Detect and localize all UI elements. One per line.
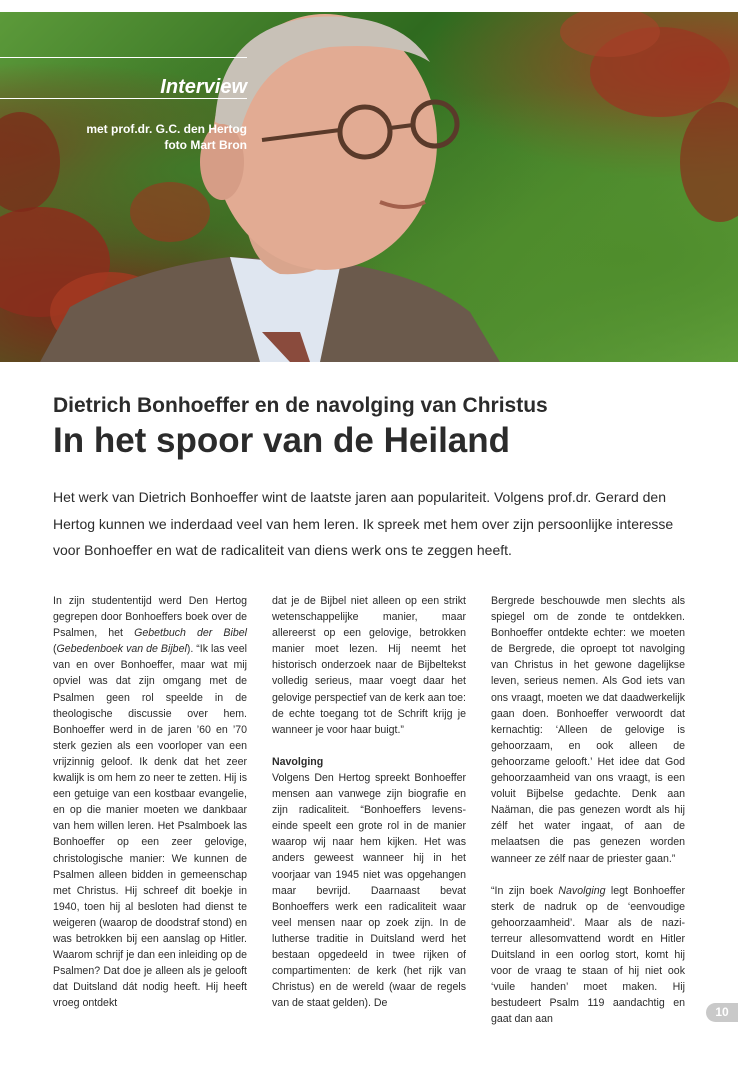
- text-run: legt Bonhoeffer sterk de nadruk op de ‘eenvoudige gehoorzaamheid’. Maar als de nazi-terreur allesomvattend wordt en Hitler Duitsland in een oorlog stort, komt hij voor de vraag te staan of hij niet ook ‘vuile handen’ moet maken. Hij bestudeert Psalm 119 aandachtig en gaat dan aan: [491, 884, 686, 1026]
- portrait-illustration: [0, 12, 738, 362]
- text-run: “In zijn boek: [491, 884, 559, 897]
- book-title-navolging: Navolging: [558, 884, 606, 897]
- body-column-1: [53, 593, 247, 1011]
- body-paragraph: Volgens Den Hertog spreekt Bonhoeffer mensen aan vanwege zijn biografie en zijn radicaliteit. “Bonhoeffers levens-einde speelt een grote rol in de manier waarop wij naar hem kijken. Het was anders geweest wanneer hij in het voorjaar van 1945 niet was opgehangen maar bevrijd. Daarnaast bevat Bonhoeffers werk een radicaliteit waar veel mensen naar op zoek zijn. In de lutherse traditie in Duitsland werd het bestaan opgedeeld in twee rijken of compartimenten: de kerk (het rijk van Christus) en de wereld (waar de regels van de staat gelden). De: [272, 771, 466, 1010]
- body-paragraph: [53, 593, 247, 1011]
- paragraph-gap: [491, 867, 685, 883]
- kicker-rule-bottom: [0, 98, 247, 99]
- body-column-2: [272, 593, 466, 1011]
- text-run: ). “Ik las veel van en over Bonhoeffer, maar wat mij opviel was dat zijn omgang met de Psalmen geen rol speelde in de theologische discussie over hem. Bonhoeffer werd in de jaren ’60 en ’70 sterk gezien als een voorloper van een vrijzinnig geloof. Ik denk dat het zeer kwalijk is om hem zo neer te zetten. Hij is een getuige van een kostbaar evangelie, en op die manier moeten we dankbaar van hem willen leren. Het Psalmboek las Bonhoeffer op een zeer gelovige, christologische manier: We kunnen de Psalmen alleen bidden in gemeenschap met Christus. Hij schreef dit boekje in 1940, toen hij al besloten had dienst te weigeren (waarop de doodstraf stond) en was betrokken bij een aanslag op Hitler. Waarom schrijf je dan een inleiding op de Psalmen? Dat doe je alleen als je gelooft dat Duitsland dát nodig heeft. Hij heeft vroeg ontdekt: [53, 643, 247, 1010]
- article-title: In het spoor van de Heiland: [53, 421, 511, 460]
- body-paragraph: [491, 883, 685, 1028]
- book-title-dutch: Gebedenboek van de Bijbel: [56, 643, 187, 656]
- byline-interviewee: met prof.dr. G.C. den Hertog: [86, 122, 247, 136]
- text-run: (: [53, 643, 57, 656]
- header-photo: [0, 12, 738, 362]
- body-paragraph: dat je de Bijbel niet alleen op een strikt wetenschappelijke manier, maar allereerst op een gelovige, betrokken manier moet lezen. Hij neemt het historisch onderzoek naar de Bijbeltekst volledig serieus, maar voegt daar het gelovige perspectief van de kerk aan toe: de echte toegang tot de Schrift krijg je wanneer je voor haar buigt.”: [272, 595, 466, 736]
- page-number-badge: 10: [706, 1003, 738, 1022]
- byline: [86, 121, 247, 153]
- section-kicker: Interview: [160, 76, 247, 98]
- paragraph-gap: [272, 738, 466, 754]
- body-paragraph: Bergrede beschouwde men slechts als spiegel om de zonde te ontdekken. Bonhoeffer ontdekte echter: we moeten de Bergrede, die oproept tot navolging van Christus in het gewone dagelijkse leven, serieus nemen. Als God iets van ons vraagt, moeten we dat daadwerkelijk gaan doen. Bonhoeffer verwoordt dat kernachtig: ‘Alleen de gelovige is gehoorzaam, en ook alleen de gehoorzame gelooft.’ Het idee dat God gehoorzaamheid van ons vraagt, is een voluit Bijbelse gedachte. Denk aan Naäman, die pas genezen wordt als hij zélf het water ingaat, of aan de melaatsen die pas genezen worden wanneer ze zélf naar de priester gaan.”: [491, 595, 685, 865]
- book-title-german: Gebetbuch der Bibel: [134, 627, 247, 640]
- kicker-rule-top: [0, 57, 247, 58]
- body-column-3: [491, 593, 685, 1027]
- article-subtitle: Dietrich Bonhoeffer en de navolging van Christus: [53, 394, 548, 417]
- byline-photographer: foto Mart Bron: [164, 138, 247, 152]
- maple-leaves-right: [560, 12, 738, 222]
- article-intro: Het werk van Dietrich Bonhoeffer wint de laatste jaren aan populariteit. Volgens prof.dr. Gerard den Hertog kunnen we inderdaad veel van hem leren. Ik spreek met hem over zijn persoonlijke interesse voor Bonhoeffer en wat de radicaliteit van diens werk ons te zeggen heeft.: [53, 489, 674, 558]
- text-run: In zijn studententijd werd Den Hertog gegrepen door Bonhoeffers boek over de Psalmen, het: [53, 595, 247, 640]
- section-heading-navolging: Navolging: [272, 755, 324, 768]
